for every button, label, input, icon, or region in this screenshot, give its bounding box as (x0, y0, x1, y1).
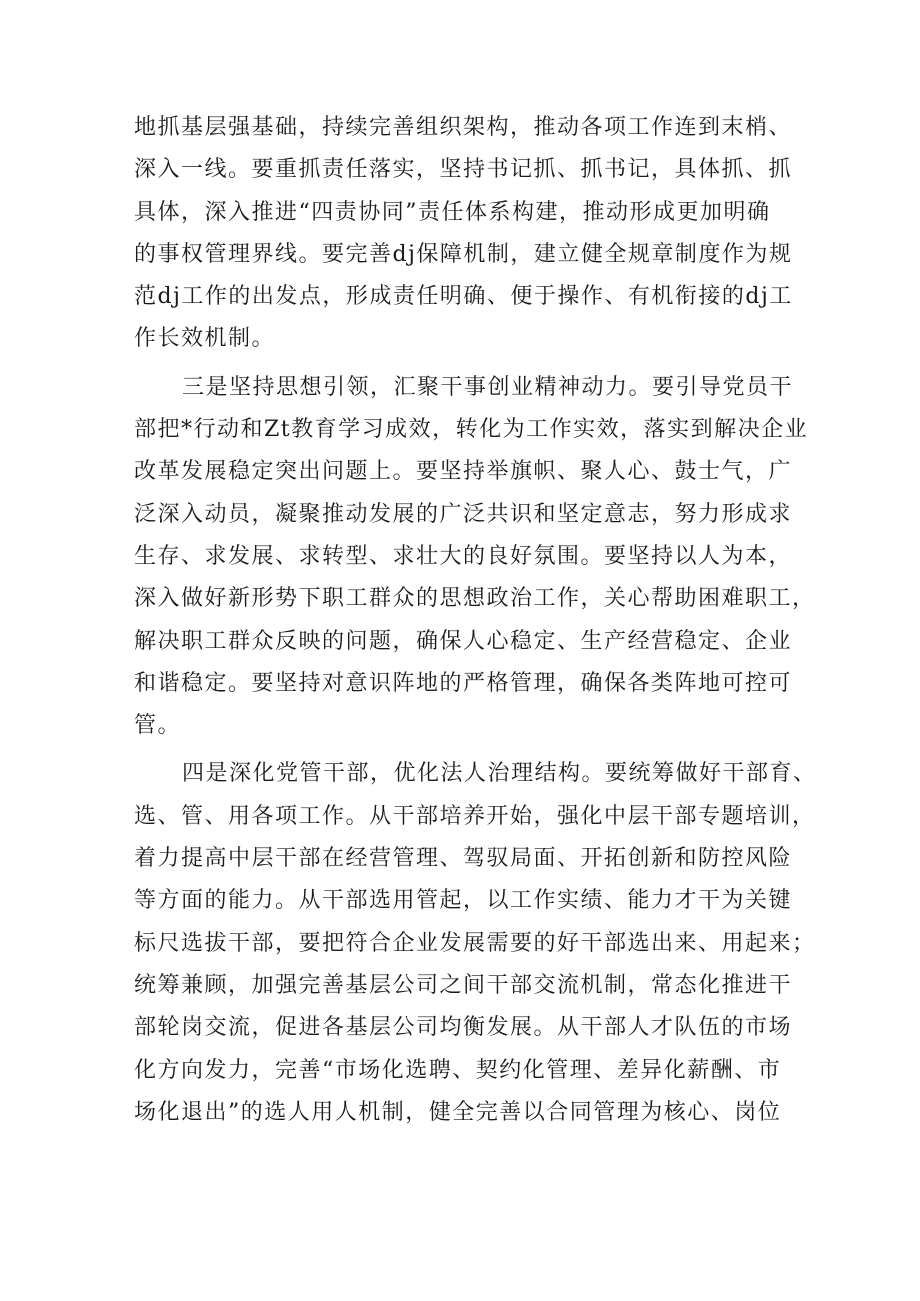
text-line: 统筹兼顾，加强完善基层公司之间干部交流机制，常态化推进干 (134, 972, 793, 998)
text-line: 标尺选拔干部，要把符合企业发展需要的好干部选出来、用起来； (134, 930, 816, 956)
text-line: 场化退出”的选人用人机制，健全完善以合同管理为核心、岗位 (134, 1099, 782, 1125)
text-line: 四是深化党管干部，优化法人治理结构。要统筹做好干部育、 (182, 761, 817, 787)
text-line: 深入一线。要重抓责任落实，坚持书记抓、抓书记，具体抓、抓 (134, 157, 793, 183)
text-line: 的事权管理界线。要完善dj保障机制，建立健全规章制度作为规 (134, 241, 793, 267)
text-line: 范dj工作的出发点，形成责任明确、便于操作、有机衔接的dj工 (134, 284, 793, 310)
text-line: 改革发展稳定突出问题上。要坚持举旗帜、聚人心、鼓士气，广 (134, 459, 793, 485)
text-line: 等方面的能力。从干部选用管起，以工作实绩、能力才干为关键 (134, 888, 793, 914)
text-line: 三是坚持思想引领，汇聚干事创业精神动力。要引导党员干 (182, 374, 794, 400)
paragraph-continuation (134, 107, 794, 361)
text-line: 泛深入动员，凝聚推动发展的广泛共识和坚定意志，努力形成求 (134, 501, 793, 527)
text-line: 深入做好新形势下职工群众的思想政治工作，关心帮助困难职工， (134, 586, 816, 612)
document-body (134, 107, 817, 1134)
text-line: 着力提高中层干部在经营管理、驾驭局面、开拓创新和防控风险 (134, 846, 793, 872)
text-line: 和谐稳定。要坚持对意识阵地的严格管理，确保各类阵地可控可 (134, 670, 793, 696)
text-line: 具体，深入推进“四责协同”责任体系构建，推动形成更加明确 (134, 199, 771, 225)
text-line: 解决职工群众反映的问题，确保人心稳定、生产经营稳定、企业 (134, 628, 793, 654)
text-line: 生存、求发展、求转型、求壮大的良好氛围。要坚持以人为本， (134, 543, 793, 569)
text-line: 部把*行动和Zt教育学习成效，转化为工作实效，落实到解决企业 (134, 417, 809, 443)
paragraph-point-four (134, 753, 817, 1134)
text-line: 管。 (134, 713, 182, 739)
text-line: 地抓基层强基础，持续完善组织架构，推动各项工作连到末梢、 (134, 115, 793, 140)
paragraph-point-three (134, 367, 816, 748)
text-line: 部轮岗交流，促进各基层公司均衡发展。从干部人才队伍的市场 (134, 1015, 793, 1041)
text-line: 作长效机制。 (134, 326, 276, 352)
text-line: 化方向发力，完善“市场化选聘、契约化管理、差异化薪酬、市 (134, 1057, 782, 1083)
text-line: 选、管、用各项工作。从干部培养开始，强化中层干部专题培训， (134, 803, 816, 829)
